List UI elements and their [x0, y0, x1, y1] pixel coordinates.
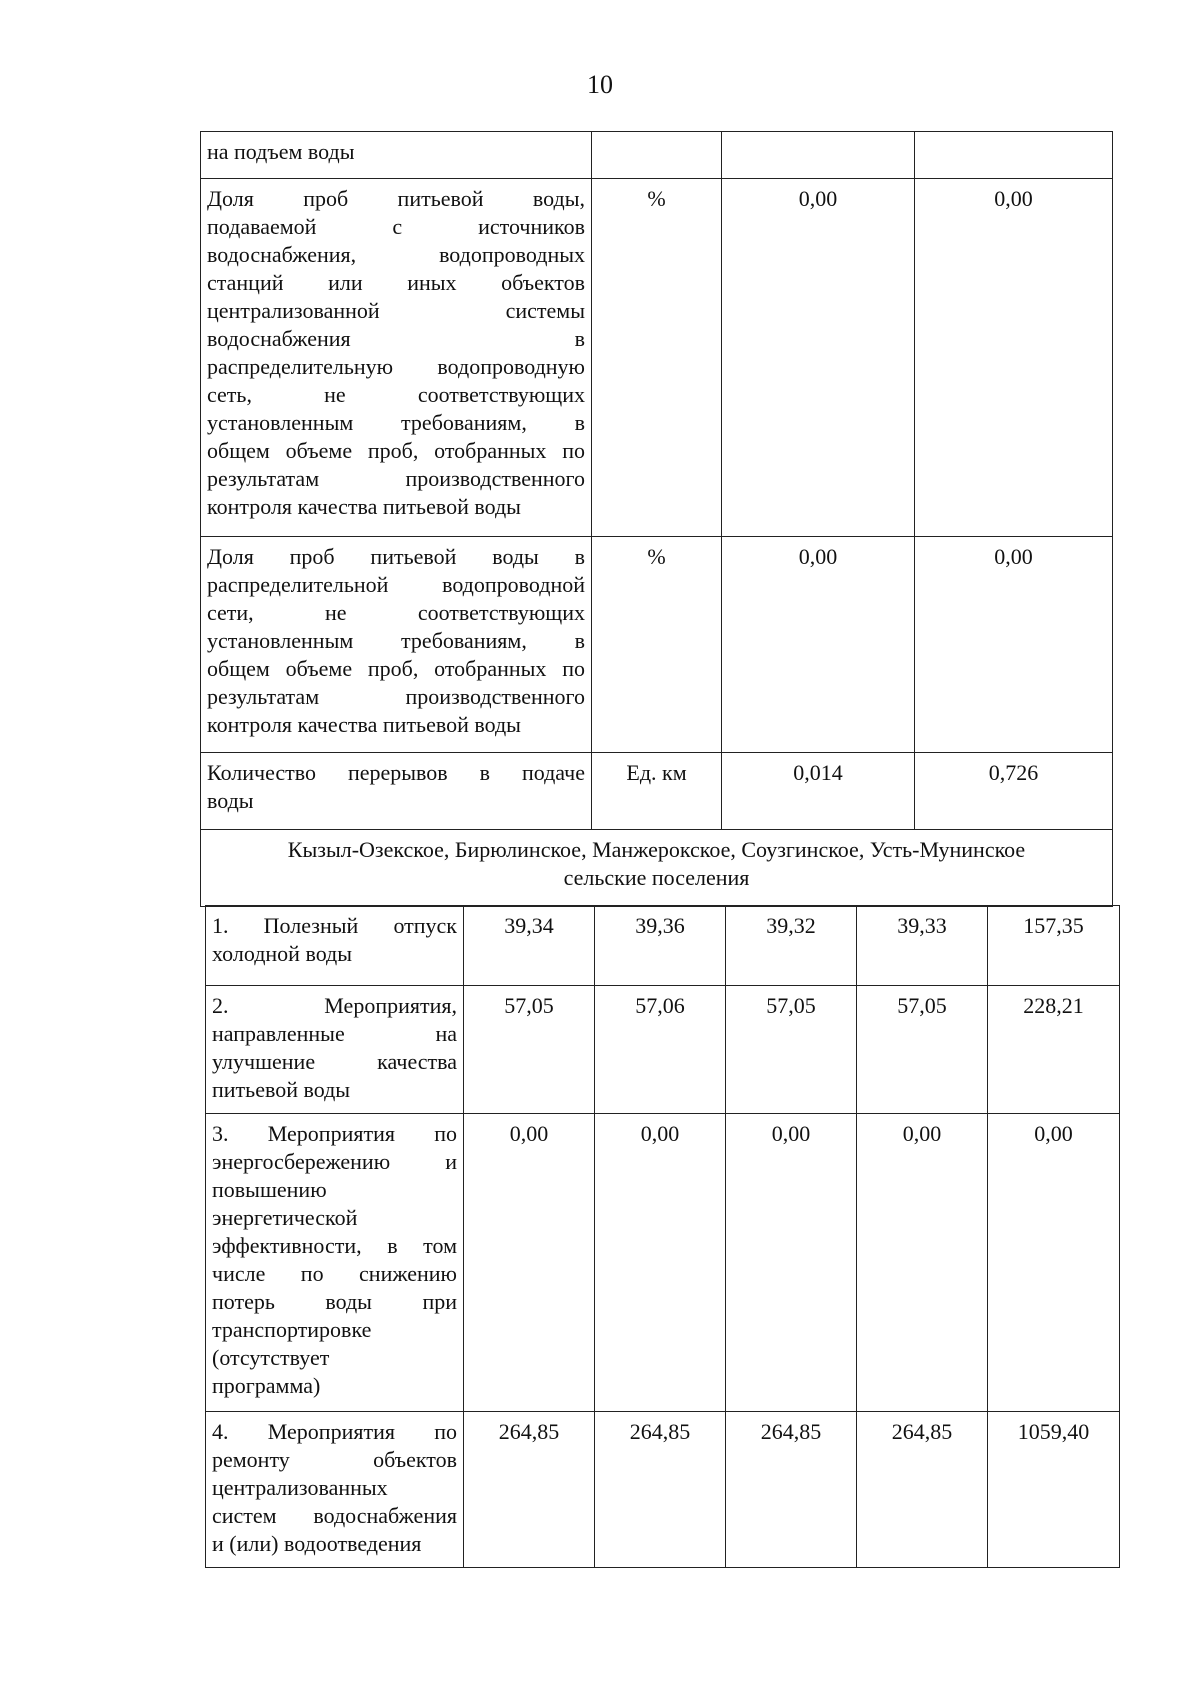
indicator-name-cell [201, 179, 592, 537]
text-line: 2. Мероприятия, [212, 993, 457, 1018]
page-number: 10 [587, 70, 613, 99]
text-line: улучшение качества [212, 1049, 457, 1074]
text-line: Доля проб питьевой воды в [207, 544, 585, 569]
measures-table [205, 905, 1120, 1568]
text-line: сети, не соответствующих [207, 600, 585, 625]
value-cell: 57,05 [857, 986, 988, 1114]
text-line: систем водоснабжения [212, 1503, 457, 1528]
value-cell: 264,85 [857, 1412, 988, 1568]
text-line: (отсутствует [212, 1345, 330, 1370]
value-cell: 57,05 [464, 986, 595, 1114]
text-line: 3. Мероприятия по [212, 1121, 457, 1146]
text-line: контроля качества питьевой воды [207, 494, 521, 519]
value-cell: 0,726 [915, 753, 1113, 830]
table-row [201, 132, 1113, 179]
text-line: результатам производственного [207, 466, 585, 491]
measure-name-cell [206, 906, 464, 986]
unit-cell: % [592, 179, 722, 537]
value-cell: 1059,40 [988, 1412, 1120, 1568]
text-line: водоснабжения в [207, 326, 585, 351]
unit-cell [592, 132, 722, 179]
indicator-name-cell [201, 537, 592, 753]
value-cell: 0,00 [915, 537, 1113, 753]
text-line: централизованных [212, 1475, 388, 1500]
unit-cell: Ед. км [592, 753, 722, 830]
table-row [201, 753, 1113, 830]
value-cell: 57,06 [595, 986, 726, 1114]
measure-name-cell [206, 986, 464, 1114]
value-cell: 0,00 [464, 1114, 595, 1412]
region-header-line: сельские поселения [563, 865, 750, 890]
value-cell: 39,36 [595, 906, 726, 986]
table-row [206, 1114, 1120, 1412]
text-line: потерь воды при [212, 1289, 457, 1314]
text-line: энергосбережению и [212, 1149, 457, 1174]
table-row [206, 906, 1120, 986]
text-line: 4. Мероприятия по [212, 1419, 457, 1444]
text-line: сеть, не соответствующих [207, 382, 585, 407]
value-cell [722, 132, 915, 179]
text-line: энергетической [212, 1205, 358, 1230]
text-line: подаваемой с источников [207, 214, 585, 239]
indicator-name-cell [201, 132, 592, 179]
text-line: установленным требованиям, в [207, 410, 585, 435]
table-row [201, 830, 1113, 907]
value-cell: 0,014 [722, 753, 915, 830]
measure-name-cell [206, 1114, 464, 1412]
text-line: ремонту объектов [212, 1447, 457, 1472]
text-line: числе по снижению [212, 1261, 457, 1286]
value-cell: 39,34 [464, 906, 595, 986]
text-line: установленным требованиям, в [207, 628, 585, 653]
table-row [201, 537, 1113, 753]
value-cell [915, 132, 1113, 179]
value-cell: 0,00 [726, 1114, 857, 1412]
measure-name-cell [206, 1412, 464, 1568]
value-cell: 0,00 [857, 1114, 988, 1412]
text-line: на подъем воды [207, 139, 355, 164]
text-line: направленные на [212, 1021, 457, 1046]
value-cell: 228,21 [988, 986, 1120, 1114]
value-cell: 0,00 [722, 179, 915, 537]
text-line: общем объеме проб, отобранных по [207, 656, 585, 681]
value-cell: 0,00 [722, 537, 915, 753]
value-cell: 0,00 [988, 1114, 1120, 1412]
indicators-table [200, 131, 1113, 907]
value-cell: 0,00 [915, 179, 1113, 537]
text-line: Доля проб питьевой воды, [207, 186, 585, 211]
text-line: контроля качества питьевой воды [207, 712, 521, 737]
text-line: водоснабжения, водопроводных [207, 242, 585, 267]
text-line: станций или иных объектов [207, 270, 585, 295]
table-row [206, 986, 1120, 1114]
text-line: распределительную водопроводную [207, 354, 585, 379]
value-cell: 264,85 [595, 1412, 726, 1568]
table-row [206, 1412, 1120, 1568]
text-line: эффективности, в том [212, 1233, 457, 1258]
text-line: воды [207, 788, 254, 813]
value-cell: 264,85 [726, 1412, 857, 1568]
indicator-name-cell [201, 753, 592, 830]
table-row [201, 179, 1113, 537]
value-cell: 157,35 [988, 906, 1120, 986]
text-line: результатам производственного [207, 684, 585, 709]
text-line: и (или) водоотведения [212, 1531, 422, 1556]
text-line: распределительной водопроводной [207, 572, 585, 597]
text-line: Количество перерывов в подаче [207, 760, 585, 785]
value-cell: 264,85 [464, 1412, 595, 1568]
text-line: повышению [212, 1177, 327, 1202]
text-line: транспортировке [212, 1317, 372, 1342]
region-header-line: Кызыл-Озекское, Бирюлинское, Манжерокское, Соузгинское, Усть-Мунинское [287, 837, 1026, 862]
text-line: 1. Полезный отпуск [212, 913, 457, 938]
text-line: общем объеме проб, отобранных по [207, 438, 585, 463]
text-line: централизованной системы [207, 298, 585, 323]
text-line: питьевой воды [212, 1077, 351, 1102]
value-cell: 0,00 [595, 1114, 726, 1412]
unit-cell: % [592, 537, 722, 753]
region-header-cell [201, 830, 1113, 907]
value-cell: 57,05 [726, 986, 857, 1114]
value-cell: 39,33 [857, 906, 988, 986]
text-line: программа) [212, 1373, 321, 1398]
text-line: холодной воды [212, 941, 353, 966]
value-cell: 39,32 [726, 906, 857, 986]
